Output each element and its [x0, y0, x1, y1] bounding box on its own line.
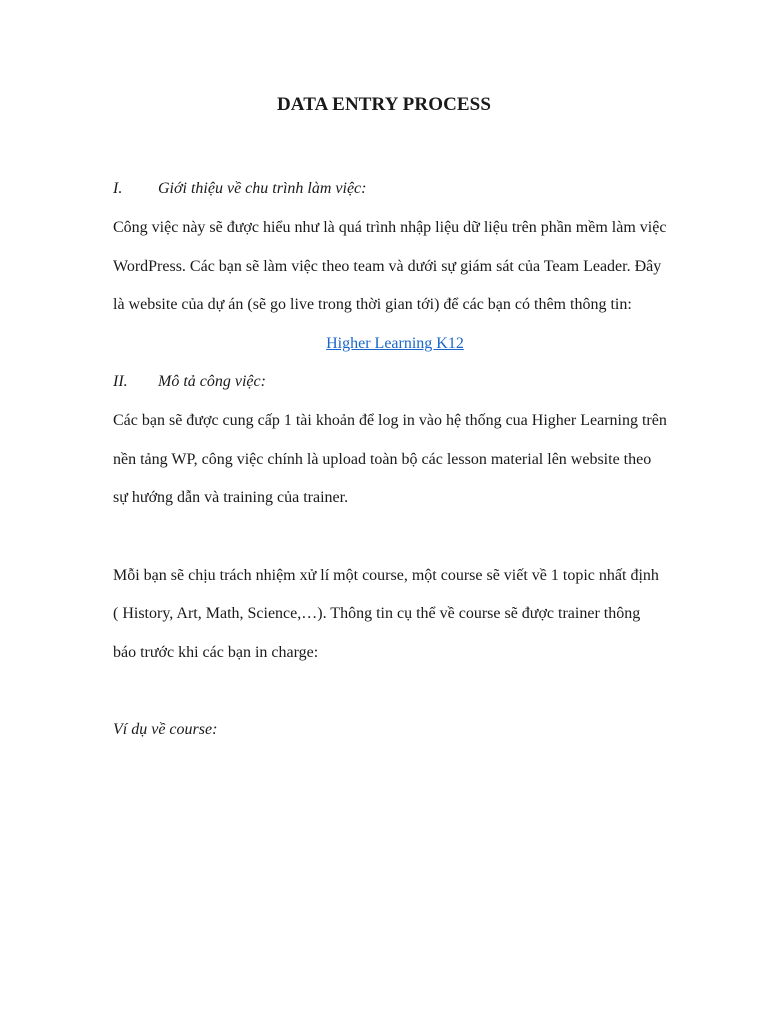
higher-learning-link[interactable]: Higher Learning K12 — [326, 335, 464, 352]
section-2-p1-line-3: sự hướng dẫn và training của trainer. — [113, 489, 349, 506]
section-2-heading-text: Mô tả công việc: — [158, 373, 266, 390]
section-1-heading-text: Giới thiệu về chu trình làm việc: — [158, 180, 367, 197]
section-1-number: I. — [113, 180, 123, 197]
course-example-label: Ví dụ về course: — [113, 721, 218, 738]
document-title: DATA ENTRY PROCESS — [276, 94, 492, 115]
section-2-p2-line-3: báo trước khi các bạn in charge: — [113, 644, 319, 661]
section-2-p1-line-1: Các bạn sẽ được cung cấp 1 tài khoản để log in vào hệ thống cua Higher Learning trên — [113, 412, 667, 429]
section-1-heading — [113, 179, 366, 199]
section-2-p2-line-2: ( History, Art, Math, Science,…). Thông tin cụ thể về course sẽ được trainer thông — [113, 605, 641, 622]
section-2-p2-line-1: Mỗi bạn sẽ chịu trách nhiệm xử lí một course, một course sẽ viết về 1 topic nhất định — [113, 567, 659, 584]
section-2-number: II. — [113, 373, 128, 390]
website-link-row — [0, 334, 768, 354]
section-2-heading — [113, 372, 266, 392]
section-1-line-2: WordPress. Các bạn sẽ làm việc theo team và dưới sự giám sát của Team Leader. Đây — [113, 258, 662, 275]
section-1-line-3: là website của dự án (sẽ go live trong thời gian tới) để các bạn có thêm thông tin: — [113, 296, 632, 313]
section-1-line-1: Công việc này sẽ được hiểu như là quá trình nhập liệu dữ liệu trên phần mềm làm việc — [113, 219, 667, 236]
section-2-p1-line-2: nền tảng WP, công việc chính là upload toàn bộ các lesson material lên website theo — [113, 451, 652, 468]
